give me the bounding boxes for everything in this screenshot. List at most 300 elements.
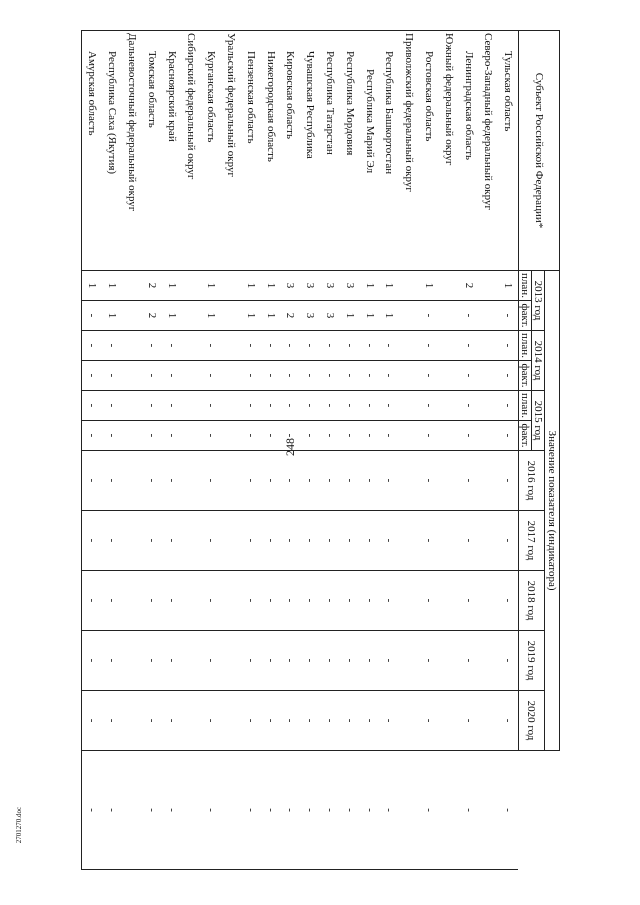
value-cell: - <box>340 751 360 870</box>
value-cell: 1 <box>379 301 399 331</box>
value-cell: - <box>82 421 102 451</box>
value-cell <box>478 751 498 870</box>
value-cell <box>399 691 419 751</box>
value-cell: - <box>498 511 518 571</box>
value-cell: - <box>498 631 518 691</box>
value-cell: - <box>201 391 221 421</box>
value-cell <box>122 331 142 361</box>
value-cell: - <box>498 571 518 631</box>
rotated-table-container <box>86 30 560 870</box>
plan-2013-header: план. <box>519 271 532 301</box>
value-cell: - <box>241 571 261 631</box>
table-row <box>241 31 261 870</box>
value-cell: - <box>82 331 102 361</box>
value-cell <box>221 331 241 361</box>
value-cell: 1 <box>201 271 221 301</box>
year-2015-header: 2015 год <box>532 391 545 451</box>
value-cell <box>122 451 142 511</box>
value-cell: - <box>280 571 300 631</box>
year-2020-header: 2020 год <box>519 691 545 751</box>
value-cell: 2 <box>280 301 300 331</box>
value-cell: - <box>280 331 300 361</box>
value-cell: - <box>261 451 281 511</box>
value-cell: 2 <box>459 271 479 301</box>
value-cell: - <box>498 301 518 331</box>
subject-name-cell: Ростовская область <box>419 31 439 271</box>
value-cell: 1 <box>261 271 281 301</box>
value-cell: - <box>241 391 261 421</box>
value-cell: - <box>419 751 439 870</box>
subject-name-cell: Томская область <box>142 31 162 271</box>
value-cell <box>221 301 241 331</box>
value-cell: - <box>419 631 439 691</box>
value-cell <box>399 271 419 301</box>
value-cell <box>122 421 142 451</box>
value-cell: - <box>459 511 479 571</box>
value-cell: - <box>162 511 182 571</box>
value-cell <box>439 361 459 391</box>
value-cell: - <box>379 451 399 511</box>
value-cell: - <box>102 751 122 870</box>
value-cell: - <box>379 361 399 391</box>
value-cell: - <box>162 451 182 511</box>
value-cell: - <box>102 331 122 361</box>
value-cell: - <box>162 691 182 751</box>
value-cell: - <box>241 751 261 870</box>
value-cell: - <box>498 751 518 870</box>
value-cell: - <box>360 421 380 451</box>
value-cell <box>439 691 459 751</box>
value-cell: - <box>241 331 261 361</box>
value-cell: - <box>261 421 281 451</box>
table-row <box>459 31 479 870</box>
value-cell: - <box>82 301 102 331</box>
value-cell: - <box>162 331 182 361</box>
value-cell: - <box>459 691 479 751</box>
value-cell: 3 <box>320 271 340 301</box>
year-2013-header: 2013 год <box>532 271 545 331</box>
value-cell: - <box>379 691 399 751</box>
value-cell: 3 <box>320 301 340 331</box>
value-cell: - <box>201 361 221 391</box>
value-cell: - <box>379 571 399 631</box>
value-cell: 1 <box>102 271 122 301</box>
value-cell: - <box>201 631 221 691</box>
value-cell: 1 <box>102 301 122 331</box>
value-cell <box>181 391 201 421</box>
value-cell: - <box>340 451 360 511</box>
value-cell <box>478 511 498 571</box>
value-cell: - <box>82 361 102 391</box>
value-cell: - <box>379 331 399 361</box>
subject-header: Субъект Российской Федерации* <box>519 31 560 271</box>
value-cell: 1 <box>162 301 182 331</box>
value-cell: - <box>201 691 221 751</box>
value-cell <box>439 451 459 511</box>
value-cell: 3 <box>300 271 320 301</box>
value-cell <box>399 331 419 361</box>
value-cell: 1 <box>419 271 439 301</box>
year-2018-header: 2018 год <box>519 571 545 631</box>
subject-name-cell: Приволжский федеральный округ <box>399 31 419 271</box>
value-cell: - <box>241 421 261 451</box>
value-cell: - <box>280 421 300 451</box>
value-cell <box>181 511 201 571</box>
value-cell <box>478 571 498 631</box>
table-row <box>360 31 380 870</box>
value-cell: - <box>142 421 162 451</box>
value-cell: - <box>419 391 439 421</box>
table-row <box>399 31 419 870</box>
value-cell: 1 <box>261 301 281 331</box>
value-cell: - <box>261 571 281 631</box>
value-cell: - <box>280 361 300 391</box>
value-cell: - <box>201 451 221 511</box>
value-cell: - <box>300 631 320 691</box>
table-row <box>280 31 300 870</box>
value-cell <box>122 751 142 870</box>
value-cell: - <box>162 631 182 691</box>
value-cell: - <box>261 631 281 691</box>
value-cell <box>399 421 419 451</box>
value-cell: - <box>459 421 479 451</box>
value-cell <box>439 571 459 631</box>
value-cell: - <box>142 691 162 751</box>
table-row <box>478 31 498 870</box>
value-cell <box>439 631 459 691</box>
value-cell: - <box>419 361 439 391</box>
value-cell <box>122 301 142 331</box>
subject-name-cell: Уральский федеральный округ <box>221 31 241 271</box>
value-cell <box>181 331 201 361</box>
value-cell: - <box>498 421 518 451</box>
value-cell: - <box>82 451 102 511</box>
year-2019-header: 2019 год <box>519 631 545 691</box>
subject-name-cell: Республика Татарстан <box>320 31 340 271</box>
value-cell <box>181 571 201 631</box>
value-cell: - <box>419 571 439 631</box>
fact-2013-header: факт. <box>519 301 532 331</box>
value-cell: - <box>340 391 360 421</box>
value-cell: 3 <box>300 301 320 331</box>
value-cell: - <box>241 511 261 571</box>
value-cell: - <box>498 331 518 361</box>
value-cell: - <box>419 691 439 751</box>
value-cell <box>478 361 498 391</box>
subject-name-cell: Сибирский федеральный округ <box>181 31 201 271</box>
table-row <box>261 31 281 870</box>
value-cell <box>478 331 498 361</box>
value-cell <box>399 301 419 331</box>
value-cell: - <box>360 391 380 421</box>
value-cell: - <box>82 391 102 421</box>
value-cell: - <box>320 511 340 571</box>
value-cell <box>439 751 459 870</box>
value-cell: - <box>142 451 162 511</box>
value-cell: - <box>142 361 162 391</box>
value-cell: - <box>142 571 162 631</box>
year-2017-header: 2017 год <box>519 511 545 571</box>
value-cell: - <box>102 391 122 421</box>
value-cell <box>439 301 459 331</box>
value-cell: 1 <box>498 271 518 301</box>
table-row <box>201 31 221 870</box>
value-cell: - <box>419 421 439 451</box>
value-cell: 1 <box>241 271 261 301</box>
value-cell: - <box>201 421 221 451</box>
value-cell: - <box>201 751 221 870</box>
value-cell: - <box>498 451 518 511</box>
fact-2014-header: факт. <box>519 361 532 391</box>
table-row <box>320 31 340 870</box>
value-cell: - <box>261 691 281 751</box>
value-cell: - <box>498 391 518 421</box>
value-cell: - <box>241 691 261 751</box>
value-cell <box>221 691 241 751</box>
value-cell: - <box>82 631 102 691</box>
value-cell: - <box>360 451 380 511</box>
table-row <box>221 31 241 870</box>
value-cell: - <box>300 361 320 391</box>
value-cell <box>221 421 241 451</box>
value-cell: - <box>82 511 102 571</box>
value-cell: - <box>320 331 340 361</box>
value-cell <box>399 751 419 870</box>
value-cell: - <box>102 511 122 571</box>
table-row <box>300 31 320 870</box>
value-cell <box>478 631 498 691</box>
value-cell: - <box>379 391 399 421</box>
value-cell: - <box>300 511 320 571</box>
value-cell: - <box>280 511 300 571</box>
value-cell: 2 <box>142 271 162 301</box>
value-cell <box>221 451 241 511</box>
value-cell: - <box>142 631 162 691</box>
value-cell: 2 <box>142 301 162 331</box>
subject-name-cell: Республика Марий Эл <box>360 31 380 271</box>
value-cell: - <box>280 451 300 511</box>
value-cell: - <box>261 361 281 391</box>
value-cell: - <box>459 391 479 421</box>
table-row <box>340 31 360 870</box>
year-2014-header: 2014 год <box>532 331 545 391</box>
value-cell: - <box>82 691 102 751</box>
value-cell: 1 <box>340 301 360 331</box>
value-cell: - <box>102 691 122 751</box>
value-cell: - <box>241 361 261 391</box>
value-cell <box>221 391 241 421</box>
indicator-header: Значение показателя (индикатора) <box>545 271 560 751</box>
value-cell: - <box>300 331 320 361</box>
value-cell <box>221 361 241 391</box>
value-cell: - <box>379 421 399 451</box>
value-cell: - <box>300 571 320 631</box>
value-cell: - <box>300 691 320 751</box>
value-cell: - <box>320 631 340 691</box>
value-cell <box>181 451 201 511</box>
value-cell: - <box>459 331 479 361</box>
value-cell: - <box>340 511 360 571</box>
value-cell: - <box>360 631 380 691</box>
value-cell: - <box>459 631 479 691</box>
footer-file-code: 2701270.doc <box>15 806 23 844</box>
value-cell: 1 <box>360 301 380 331</box>
value-cell: - <box>340 331 360 361</box>
value-cell: - <box>142 751 162 870</box>
value-cell: - <box>162 361 182 391</box>
value-cell <box>181 271 201 301</box>
plan-2014-header: план. <box>519 331 532 361</box>
value-cell <box>399 451 419 511</box>
value-cell: - <box>261 511 281 571</box>
value-cell <box>399 571 419 631</box>
value-cell: - <box>201 511 221 571</box>
table-row <box>439 31 459 870</box>
value-cell <box>399 361 419 391</box>
value-cell <box>478 451 498 511</box>
value-cell <box>122 391 142 421</box>
subject-name-cell: Ленинградская область <box>459 31 479 271</box>
value-cell: - <box>261 751 281 870</box>
value-cell: - <box>459 451 479 511</box>
value-cell: 1 <box>360 271 380 301</box>
subject-name-cell: Республика Башкортостан <box>379 31 399 271</box>
value-cell: - <box>82 571 102 631</box>
value-cell: 3 <box>340 271 360 301</box>
value-cell: - <box>360 691 380 751</box>
value-cell: - <box>162 421 182 451</box>
value-cell: - <box>419 301 439 331</box>
value-cell: - <box>241 631 261 691</box>
value-cell <box>478 391 498 421</box>
value-cell: - <box>459 751 479 870</box>
value-cell: - <box>340 571 360 631</box>
value-cell: - <box>379 511 399 571</box>
value-cell <box>399 391 419 421</box>
value-cell: 1 <box>201 301 221 331</box>
value-cell <box>478 271 498 301</box>
value-cell: - <box>261 331 281 361</box>
value-cell: - <box>142 331 162 361</box>
value-cell: - <box>102 451 122 511</box>
subject-name-cell: Республика Мордовия <box>340 31 360 271</box>
value-cell <box>439 421 459 451</box>
value-cell: - <box>360 751 380 870</box>
value-cell: - <box>280 751 300 870</box>
value-cell: - <box>300 451 320 511</box>
value-cell <box>122 511 142 571</box>
value-cell: - <box>82 751 102 870</box>
value-cell: - <box>280 631 300 691</box>
value-cell: - <box>162 571 182 631</box>
table-row <box>181 31 201 870</box>
value-cell: - <box>300 421 320 451</box>
value-cell: - <box>320 391 340 421</box>
value-cell <box>221 571 241 631</box>
value-cell: 3 <box>280 271 300 301</box>
value-cell: - <box>360 361 380 391</box>
value-cell: 1 <box>241 301 261 331</box>
value-cell: - <box>340 691 360 751</box>
value-cell <box>181 361 201 391</box>
value-cell <box>221 751 241 870</box>
value-cell <box>181 751 201 870</box>
value-cell: - <box>241 451 261 511</box>
value-cell: - <box>340 361 360 391</box>
table-row <box>419 31 439 870</box>
value-cell <box>478 421 498 451</box>
value-cell: - <box>419 451 439 511</box>
value-cell <box>181 631 201 691</box>
value-cell <box>181 421 201 451</box>
value-cell <box>122 271 142 301</box>
value-cell <box>478 691 498 751</box>
value-cell: - <box>320 571 340 631</box>
value-cell: 1 <box>379 271 399 301</box>
subject-name-cell: Курганская область <box>201 31 221 271</box>
subject-name-cell: Республика Саха (Якутия) <box>102 31 122 271</box>
value-cell: - <box>320 361 340 391</box>
page-number: 248 <box>283 438 297 456</box>
value-cell <box>221 631 241 691</box>
value-cell: - <box>379 631 399 691</box>
value-cell <box>478 301 498 331</box>
value-cell: - <box>102 631 122 691</box>
value-cell: - <box>280 391 300 421</box>
subject-name-cell: Тульская область <box>498 31 518 271</box>
value-cell: - <box>379 751 399 870</box>
value-cell: - <box>419 511 439 571</box>
value-cell: - <box>280 691 300 751</box>
value-cell <box>181 691 201 751</box>
table-row <box>379 31 399 870</box>
value-cell: - <box>360 331 380 361</box>
value-cell: - <box>360 511 380 571</box>
indicator-table <box>81 30 560 870</box>
value-cell <box>399 631 419 691</box>
value-cell: - <box>320 451 340 511</box>
value-cell: - <box>201 331 221 361</box>
value-cell: - <box>162 751 182 870</box>
value-cell: - <box>419 331 439 361</box>
value-cell <box>399 511 419 571</box>
value-cell: 1 <box>82 271 102 301</box>
value-cell: - <box>102 361 122 391</box>
value-cell: - <box>201 571 221 631</box>
value-cell: - <box>162 391 182 421</box>
value-cell: - <box>102 571 122 631</box>
subject-name-cell: Чувашская Республика <box>300 31 320 271</box>
table-row <box>122 31 142 870</box>
subject-name-cell: Нижегородская область <box>261 31 281 271</box>
table-row <box>162 31 182 870</box>
subject-name-cell: Северо-Западный федеральный округ <box>478 31 498 271</box>
value-cell <box>122 691 142 751</box>
value-cell <box>439 511 459 571</box>
table-row <box>498 31 518 870</box>
table-row <box>82 31 102 870</box>
value-cell <box>122 571 142 631</box>
value-cell: - <box>261 391 281 421</box>
subject-name-cell: Пензенская область <box>241 31 261 271</box>
value-cell: - <box>459 301 479 331</box>
value-cell: - <box>498 361 518 391</box>
value-cell: - <box>300 391 320 421</box>
value-cell: - <box>142 511 162 571</box>
value-cell: - <box>340 631 360 691</box>
value-cell <box>122 631 142 691</box>
subject-name-cell: Дальневосточный федеральный округ <box>122 31 142 271</box>
